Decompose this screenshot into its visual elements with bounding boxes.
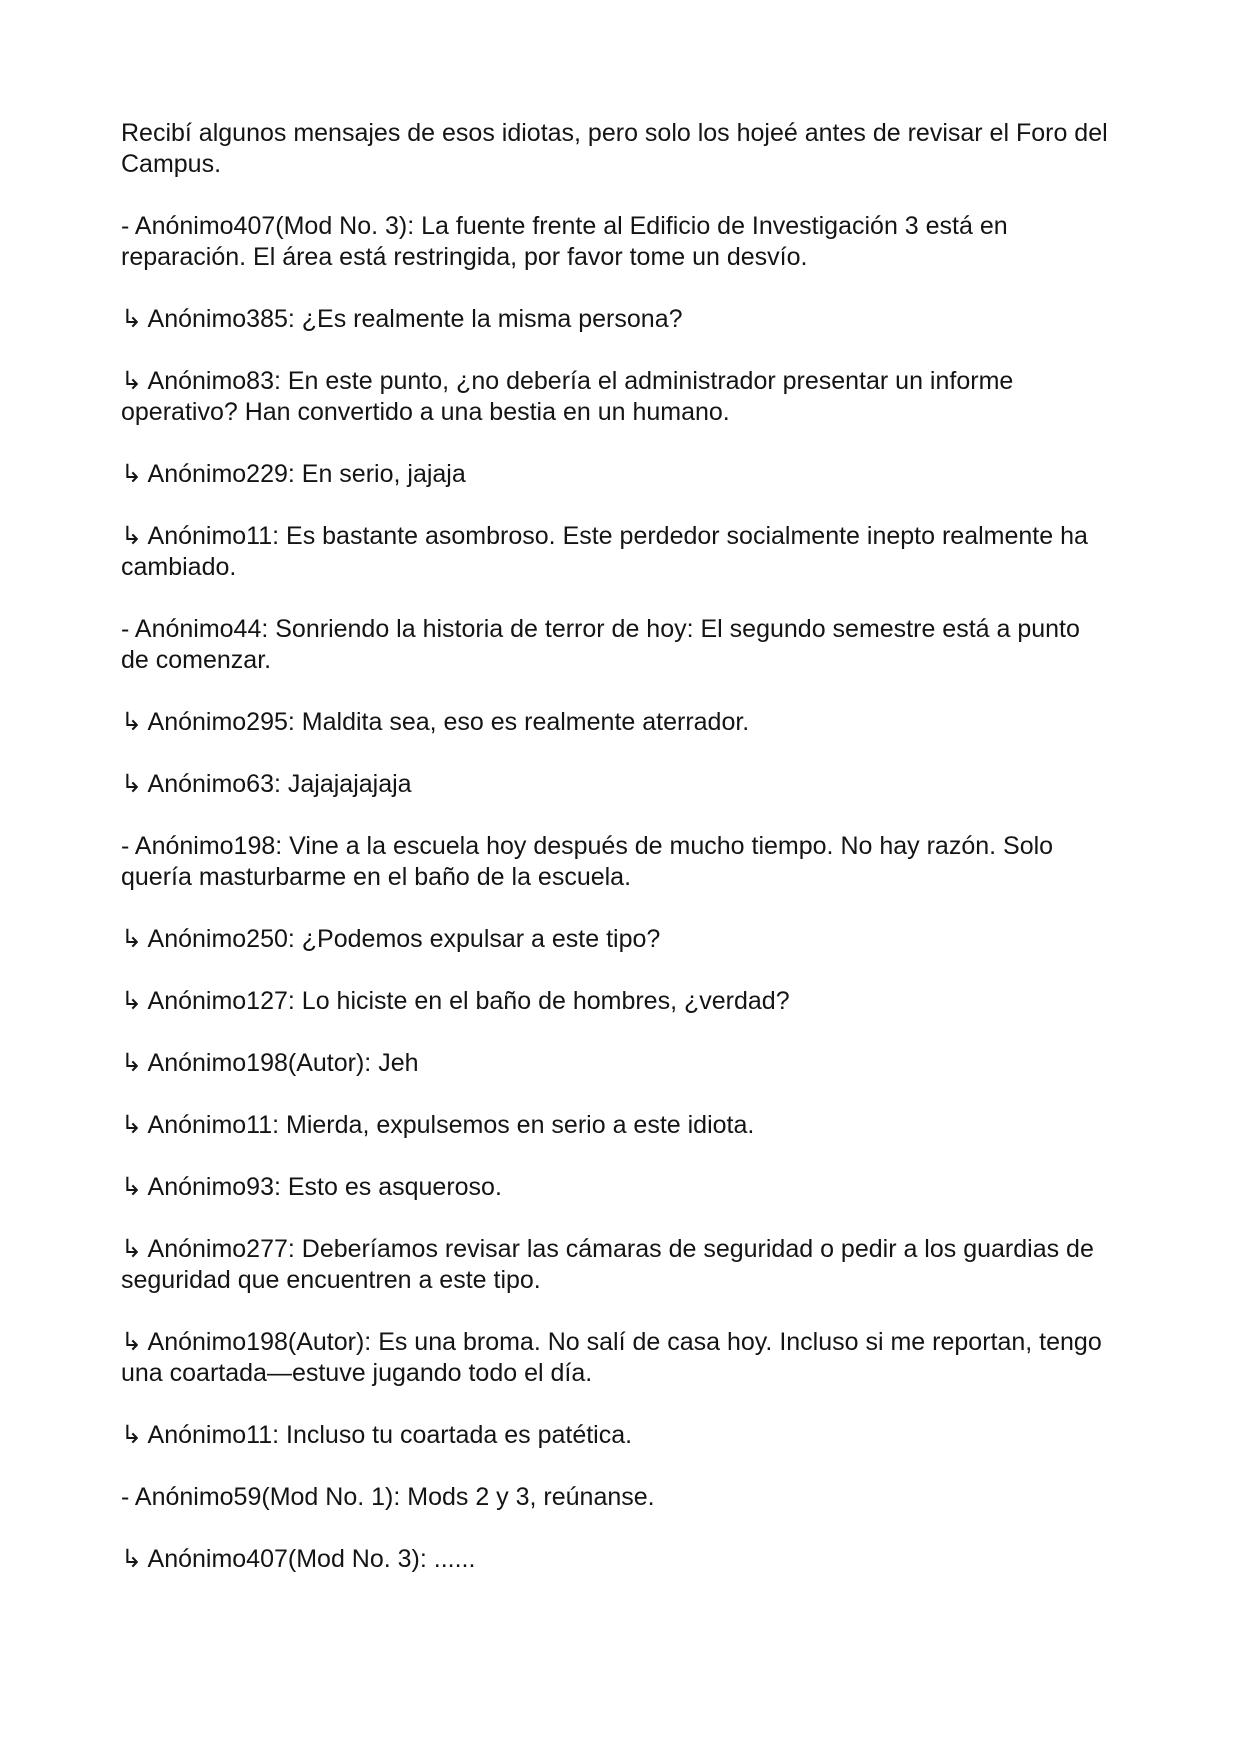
forum-reply: ↳ Anónimo277: Deberíamos revisar las cámaras de seguridad o pedir a los guardias de seguridad que encuentren a este tipo. (121, 1235, 1094, 1294)
forum-reply: ↳ Anónimo385: ¿Es realmente la misma persona? (121, 305, 683, 333)
forum-reply: ↳ Anónimo198(Autor): Es una broma. No salí de casa hoy. Incluso si me reportan, tengo una coartada—estuve jugando todo el día. (121, 1328, 1102, 1387)
document-page (121, 118, 1111, 1575)
forum-reply: ↳ Anónimo407(Mod No. 3): ...... (121, 1545, 476, 1573)
forum-post: - Anónimo198: Vine a la escuela hoy después de mucho tiempo. No hay razón. Solo quería masturbarme en el baño de la escuela. (121, 832, 1054, 891)
forum-reply: ↳ Anónimo93: Esto es asqueroso. (121, 1173, 502, 1201)
forum-reply: ↳ Anónimo127: Lo hiciste en el baño de hombres, ¿verdad? (121, 987, 790, 1015)
forum-reply: ↳ Anónimo229: En serio, jajaja (121, 460, 466, 488)
forum-post: - Anónimo407(Mod No. 3): La fuente frente al Edificio de Investigación 3 está en reparación. El área está restringida, por favor tome un desvío. (121, 212, 1008, 271)
forum-reply: ↳ Anónimo295: Maldita sea, eso es realmente aterrador. (121, 708, 750, 736)
forum-reply: ↳ Anónimo198(Autor): Jeh (121, 1049, 419, 1077)
forum-reply: ↳ Anónimo11: Incluso tu coartada es patética. (121, 1421, 633, 1449)
forum-reply: ↳ Anónimo250: ¿Podemos expulsar a este tipo? (121, 925, 661, 953)
forum-reply: ↳ Anónimo11: Es bastante asombroso. Este perdedor socialmente inepto realmente ha cambiado. (121, 522, 1088, 581)
forum-reply: ↳ Anónimo63: Jajajajajaja (121, 770, 412, 798)
forum-post: - Anónimo59(Mod No. 1): Mods 2 y 3, reúnanse. (121, 1483, 655, 1511)
intro-paragraph: Recibí algunos mensajes de esos idiotas, pero solo los hojeé antes de revisar el Foro del Campus. (121, 119, 1108, 178)
forum-reply: ↳ Anónimo83: En este punto, ¿no debería el administrador presentar un informe operativo? Han convertido a una bestia en un humano. (121, 367, 1014, 426)
forum-reply: ↳ Anónimo11: Mierda, expulsemos en serio a este idiota. (121, 1111, 755, 1139)
forum-post: - Anónimo44: Sonriendo la historia de terror de hoy: El segundo semestre está a punto de comenzar. (121, 615, 1080, 674)
